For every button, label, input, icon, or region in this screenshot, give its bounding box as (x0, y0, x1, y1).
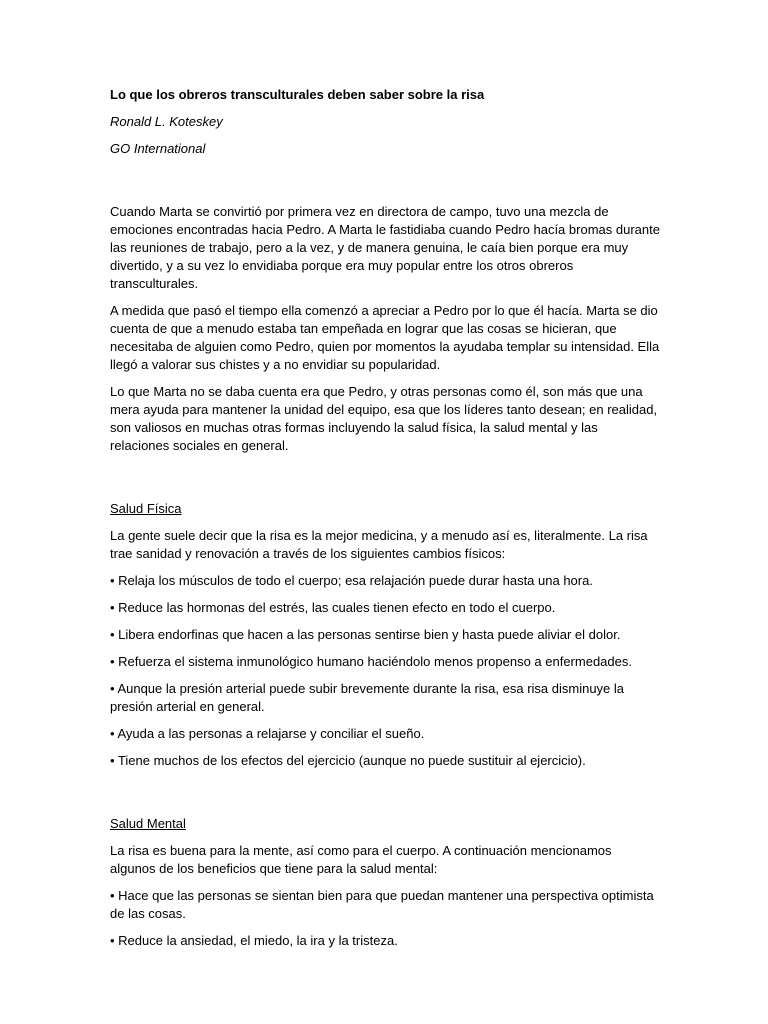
intro-paragraph-1: Cuando Marta se convirtió por primera vez en directora de campo, tuvo una mezcla de emociones encontradas hacia Pedro. A Marta le fastidiaba cuando Pedro hacía bromas durante las reuniones de trabajo, pero a la vez, y de manera genuina, le caía bien porque era muy divertido, y a su vez lo envidiaba porque era muy popular entre los otros obreros transculturales. (110, 204, 660, 291)
section-heading-mental: Salud Mental (110, 816, 186, 831)
physical-bullet-4: • Refuerza el sistema inmunológico humano haciéndolo menos propenso a enfermedades. (110, 654, 632, 669)
document-organization: GO International (110, 141, 206, 156)
physical-bullet-2: • Reduce las hormonas del estrés, las cuales tienen efecto en todo el cuerpo. (110, 600, 556, 615)
mental-bullet-1: • Hace que las personas se sientan bien para que puedan mantener una perspectiva optimista de las cosas. (110, 888, 654, 921)
intro-paragraph-3: Lo que Marta no se daba cuenta era que Pedro, y otras personas como él, son más que una mera ayuda para mantener la unidad del equipo, esa que los líderes tanto desean; en realidad, son valiosos en muchas otras formas incluyendo la salud física, la salud mental y las relaciones sociales en general. (110, 384, 658, 453)
spacer (110, 167, 660, 203)
physical-bullet-5: • Aunque la presión arterial puede subir brevemente durante la risa, esa risa disminuye la presión arterial en general. (110, 681, 625, 714)
intro-paragraph-2: A medida que pasó el tiempo ella comenzó a apreciar a Pedro por lo que él hacía. Marta se dio cuenta de que a menudo estaba tan empeñada en lograr que las cosas se hicieran, que necesitaba de alguien como Pedro, quien por momentos la ayudaba templar su intensidad. Ella llegó a valorar sus chistes y a no envidiar su popularidad. (110, 303, 660, 372)
physical-intro: La gente suele decir que la risa es la mejor medicina, y a menudo así es, literalmente. La risa trae sanidad y renovación a través de los siguientes cambios físicos: (110, 528, 648, 561)
mental-intro: La risa es buena para la mente, así como para el cuerpo. A continuación mencionamos algunos de los beneficios que tiene para la salud mental: (110, 843, 612, 876)
section-heading-physical: Salud Física (110, 501, 182, 516)
document-author: Ronald L. Koteskey (110, 114, 223, 129)
mental-bullet-2: • Reduce la ansiedad, el miedo, la ira y la tristeza. (110, 933, 398, 948)
document-page (110, 86, 660, 959)
document-title: Lo que los obreros transculturales deben saber sobre la risa (110, 87, 485, 102)
physical-bullet-7: • Tiene muchos de los efectos del ejercicio (aunque no puede sustituir al ejercicio). (110, 753, 586, 768)
spacer (110, 779, 660, 815)
physical-bullet-3: • Libera endorfinas que hacen a las personas sentirse bien y hasta puede aliviar el dolor. (110, 627, 621, 642)
spacer (110, 464, 660, 500)
physical-bullet-1: • Relaja los músculos de todo el cuerpo; esa relajación puede durar hasta una hora. (110, 573, 593, 588)
physical-bullet-6: • Ayuda a las personas a relajarse y conciliar el sueño. (110, 726, 425, 741)
